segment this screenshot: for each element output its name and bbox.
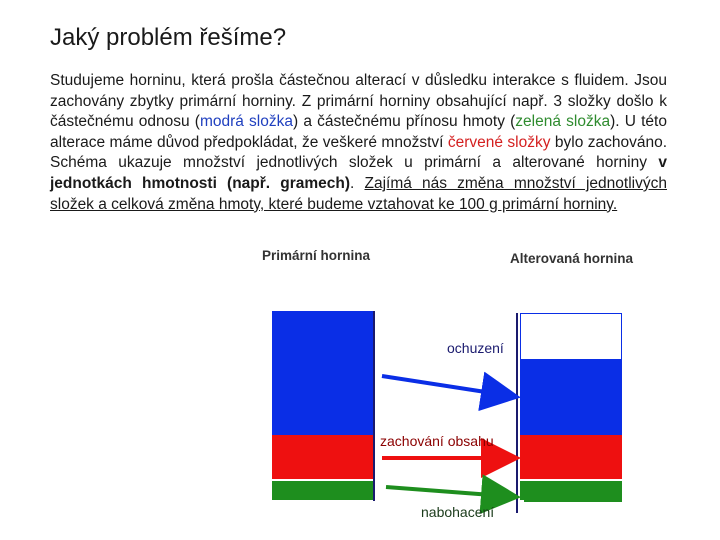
altered-blue-component [520,360,622,435]
paragraph-text-5: . [350,174,365,192]
primary-green-component [272,481,374,500]
paragraph-text-4: bylo zachováno. Schéma ukazuje množství jednotlivých složek u primární a alterované horniny [50,133,668,172]
primary-rock-label: Primární hornina [262,248,371,263]
preservation-label: zachování obsahu [380,433,494,449]
altered-rock-label: Alterovaná hornina [510,251,634,266]
enrichment-label: nabohacení [421,504,495,520]
altered-removed-space [520,313,622,360]
red-component-text: červené složky [447,133,551,151]
underlined-goal-text: Zajímá nás změna množství jednotlivých složek a celková změna hmoty, které budeme vztahovat ke 100 g primární horniny. [50,174,667,213]
intro-paragraph [50,71,667,215]
paragraph-text-2: ) a částečnému přínosu hmoty ( [292,113,516,131]
altered-column-edge [516,313,518,513]
slide-title: Jaký problém řešíme? [50,24,287,51]
mass-units-text: v jednotkách hmotnosti (např. gramech) [50,154,667,192]
primary-blue-component [272,311,374,435]
altered-green-extra [524,500,622,512]
green-component-text: zelená složka [515,113,611,131]
altered-green-component [520,481,622,500]
depletion-arrow [382,376,505,395]
blue-component-text: modrá složka [199,113,293,131]
paragraph-text-1: Studujeme horninu, která prošla částečnou alterací v důsledku interakce s fluidem. Jsou zachovány zbytky primární horniny. Z primární horniny obsahující např. 3 složky došlo k částečnému odnosu ( [50,72,667,131]
depletion-label: ochuzení [447,340,504,356]
paragraph-text-3: ). U této alterace máme důvod předpokládat, že veškeré množství [50,113,667,151]
enrichment-arrow [386,487,505,496]
altered-red-component [520,435,622,479]
primary-red-component [272,435,374,479]
primary-column-edge [373,311,375,501]
